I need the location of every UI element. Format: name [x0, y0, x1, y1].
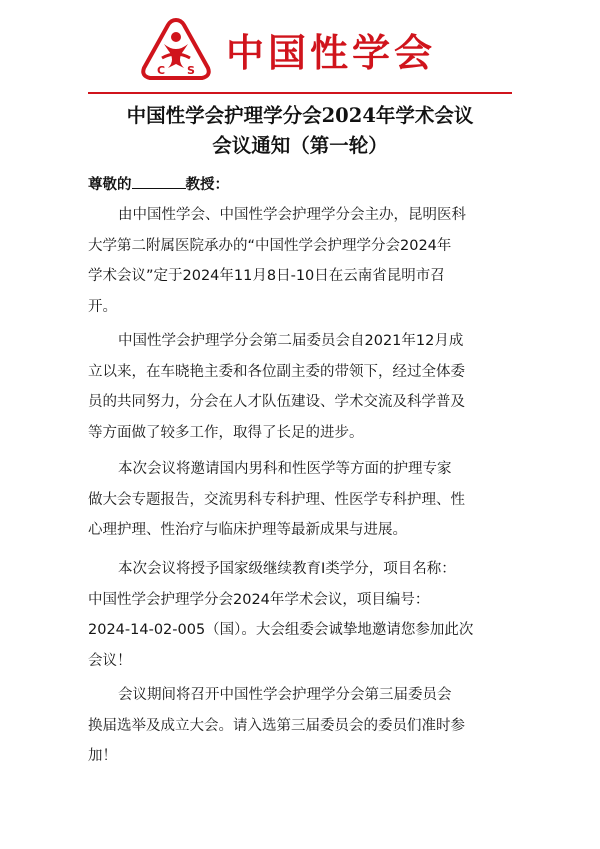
header-divider — [88, 92, 512, 94]
paragraph-line: 本次会议将邀请国内男科和性医学等方面的护理专家 — [118, 461, 452, 477]
paragraph-line: 中国性学会护理学分会第二届委员会自2021年12月成 — [118, 333, 464, 349]
paragraph-line: 开。 — [88, 298, 117, 315]
paragraph-credits — [88, 554, 514, 676]
paragraph-line: 会议期间将召开中国性学会护理学分会第三届委员会 — [118, 687, 452, 703]
logo-letter-c: C — [157, 64, 166, 77]
notice-title-line2: 会议通知（第一轮） — [212, 134, 388, 157]
paragraph-line: 加！ — [88, 748, 117, 764]
paragraph-experts — [88, 454, 514, 546]
paragraph-line: 换届选举及成立大会。请入选第三届委员会的委员们准时参 — [88, 717, 465, 734]
salutation — [88, 173, 229, 194]
paragraph-election — [88, 680, 514, 772]
paragraph-line: 做大会专题报告，交流男科专科护理、性医学专科护理、性 — [88, 491, 465, 508]
paragraph-line: 2024-14-02-005（国）。大会组委会诚挚地邀请您参加此次 — [88, 622, 474, 638]
salutation-prefix: 尊敬的 — [88, 177, 132, 193]
paragraph-line: 大学第二附属医院承办的“中国性学会护理学分会2024年 — [88, 237, 452, 254]
paragraph-line: 等方面做了较多工作，取得了长足的进步。 — [88, 424, 364, 441]
paragraph-line: 立以来，在车晓艳主委和各位副主委的带领下，经过全体委 — [88, 363, 465, 380]
paragraph-committee — [88, 326, 514, 448]
paragraph-line: 学术会议”定于2024年11月8日-10日在云南省昆明市召 — [88, 268, 445, 284]
society-logo-icon — [140, 16, 212, 86]
paragraph-intro — [88, 200, 514, 322]
notice-title-line1: 中国性学会护理学分会2024年学术会议 — [126, 104, 474, 127]
logo-letter-s: S — [187, 64, 195, 77]
paragraph-line: 心理护理、性治疗与临床护理等最新成果与进展。 — [88, 522, 407, 538]
name-blank — [132, 176, 186, 189]
salutation-suffix: 教授： — [185, 177, 229, 193]
paragraph-line: 本次会议将授予国家级继续教育Ⅰ类学分，项目名称： — [118, 561, 456, 577]
paragraph-line: 由中国性学会、中国性学会护理学分会主办，昆明医科 — [118, 207, 466, 223]
paragraph-line: 员的共同努力，分会在人才队伍建设、学术交流及科学普及 — [88, 394, 465, 410]
org-name: 中国性学会 — [226, 30, 437, 75]
paragraph-line: 会议！ — [88, 652, 132, 669]
paragraph-line: 中国性学会护理学分会2024年学术会议，项目编号： — [88, 591, 430, 608]
